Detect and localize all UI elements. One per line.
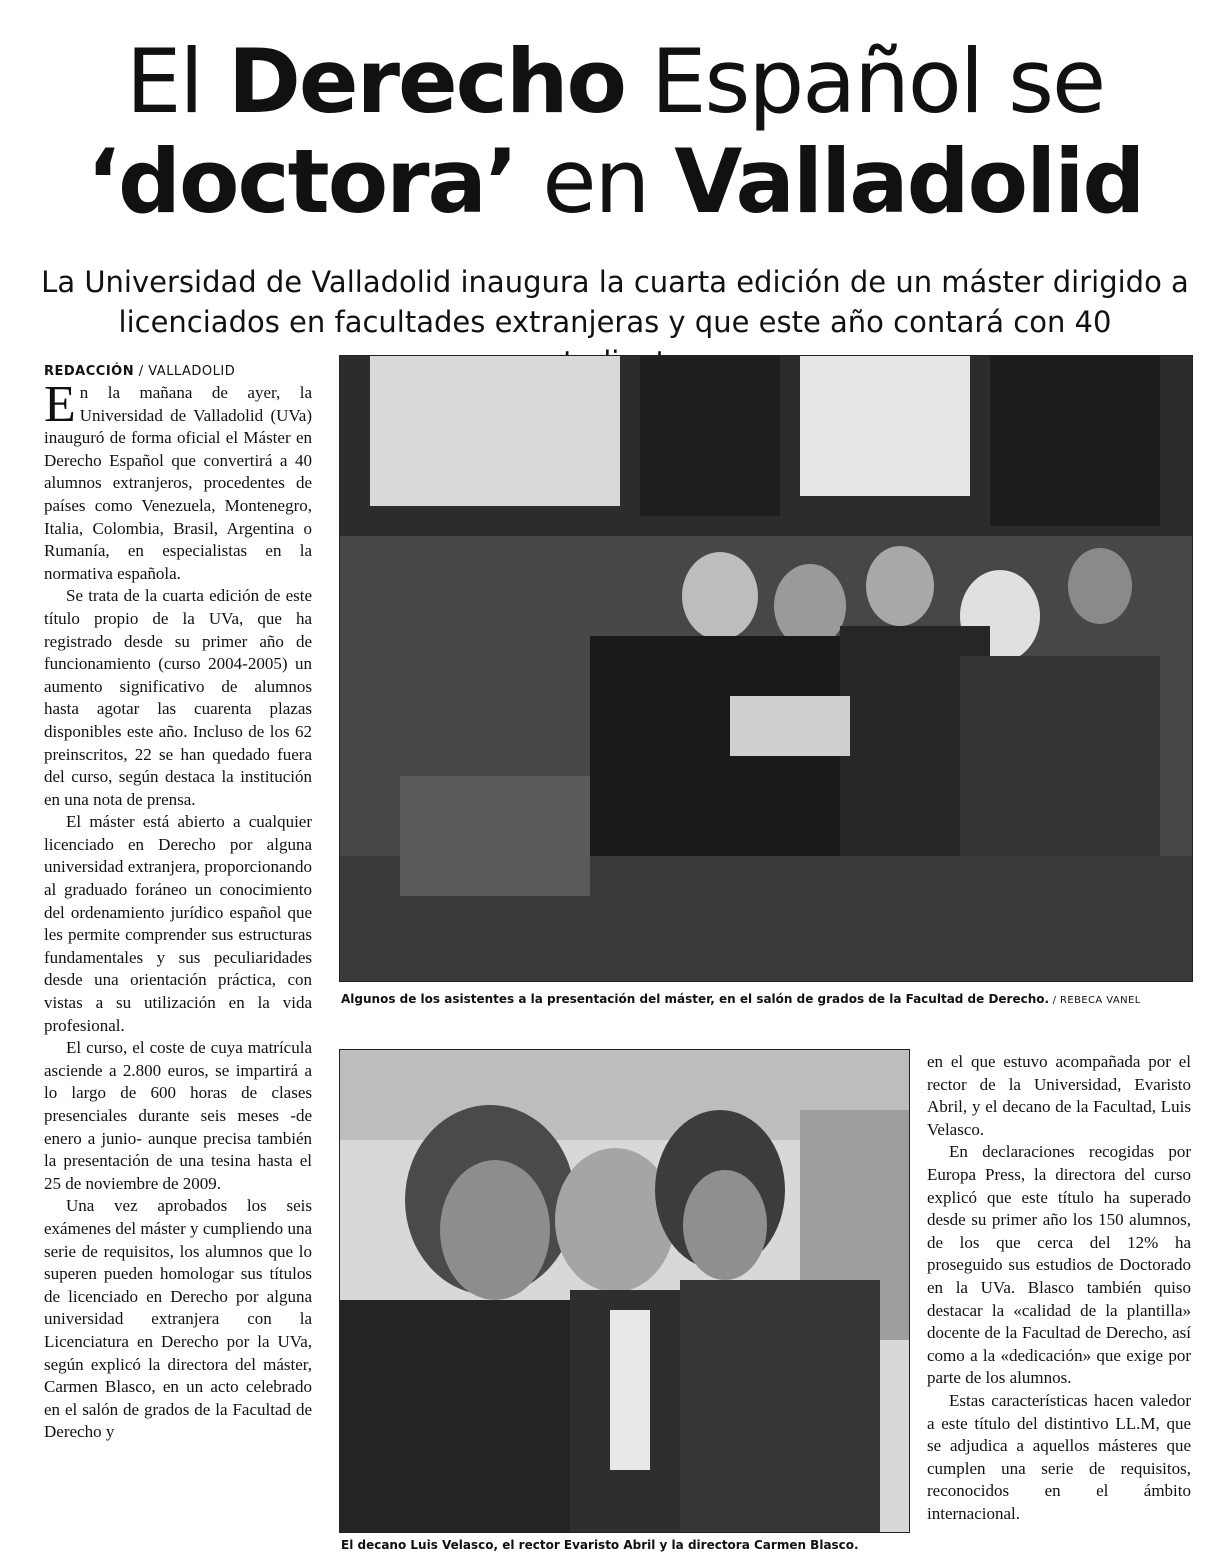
audience-photo — [339, 355, 1193, 982]
officials-photo — [339, 1049, 910, 1533]
article-column-left — [44, 362, 312, 1444]
photo-caption: El decano Luis Velasco, el rector Evaristo Abril y la directora Carmen Blasco. — [341, 1538, 859, 1552]
headline-word: El — [125, 30, 228, 133]
byline-location: / VALLADOLID — [134, 364, 236, 379]
photo-credit: / REBECA VANEL — [1049, 995, 1141, 1006]
article-column-right — [927, 1051, 1191, 1525]
byline-author: REDACCIÓN — [44, 364, 135, 379]
headline-word: en — [516, 130, 675, 233]
headline-word-bold: ‘doctora’ — [86, 130, 517, 233]
caption-text: Algunos de los asistentes a la presentación del máster, en el salón de grados de la Facultad de Derecho. — [341, 992, 1050, 1006]
article-paragraph: Una vez aprobados los seis exámenes del máster y cumpliendo una serie de requisitos, los alumnos que lo superen pueden homologar sus títulos de licenciado en Derecho por alguna universidad extranjera con la Licenciatura en Derecho por la UVa, según explicó la directora del máster, Carmen Blasco, en un acto celebrado en el salón de grados de la Facultad de Derecho y — [44, 1196, 312, 1442]
photo-caption — [341, 991, 1141, 1009]
officials-photo-illustration — [340, 1050, 909, 1532]
article-paragraph: El curso, el coste de cuya matrícula asciende a 2.800 euros, se impartirá a lo largo de 600 horas de clases presenciales durante seis meses -de enero a junio- aunque precisa también la presentación de una tesina hasta el 25 de noviembre de 2009. — [44, 1038, 312, 1193]
article-paragraph: En declaraciones recogidas por Europa Press, la directora del curso explicó que este título ha superado desde su primer año los 150 alumnos, de los que cerca del 12% ha proseguido sus estudios de Doctorado en la UVa. Blasco también quiso destacar la «calidad de la plantilla» docente de la Facultad de Derecho, así como a la «dedicación» que exige por parte de los alumnos. — [927, 1142, 1191, 1388]
audience-photo-illustration — [340, 356, 1192, 981]
article-paragraph — [44, 376, 312, 585]
article-paragraph: Estas características hacen valedor a este título del distintivo LL.M, que se adjudica a aquellos másteres que cumplen una serie de requisitos, reconocidos en el ámbito internacional. — [927, 1390, 1191, 1523]
headline-word: Español se — [624, 30, 1105, 133]
article-paragraph: El máster está abierto a cualquier licenciado en Derecho por alguna universidad extranjera, proporcionando al graduado foráneo un conocimiento del ordenamiento jurídico español que les permite comprender sus estructuras fundamentales y sus peculiaridades desde una orientación práctica, con vistas a su utilización en la vida profesional. — [44, 812, 312, 1035]
headline-line-2 — [0, 132, 1230, 232]
headline — [0, 32, 1230, 232]
drop-cap: E — [44, 376, 76, 433]
subtitle-line-2: licenciados en facultades extranjeras y que este año contará con 40 — [118, 305, 1112, 339]
headline-word-bold: Derecho — [227, 30, 625, 133]
headline-line-1 — [0, 32, 1230, 132]
subtitle-line-1: La Universidad de Valladolid inaugura la cuarta edición de un máster dirigido a — [41, 265, 1189, 299]
paragraph-text: n la mañana de ayer, la Universidad de Valladolid (UVa) inauguró de forma oficial el Máster en Derecho Español que convertirá a 40 alumnos extranjeros, procedentes de países como Venezuela, Montenegro, Italia, Colombia, Brasil, Argentina o Rumanía, en especialistas en la normativa española. — [44, 383, 312, 583]
byline — [44, 362, 312, 382]
headline-word-bold: Valladolid — [674, 130, 1144, 233]
article-paragraph: Se trata de la cuarta edición de este título propio de la UVa, que ha registrado desde su primer año de funcionamiento (curso 2004-2005) un aumento significativo de alumnos hasta agotar las cuarenta plazas disponibles este año. Incluso de los 62 preinscritos, 22 se han quedado fuera del curso, según destaca la institución en una nota de prensa. — [44, 586, 312, 809]
article-paragraph: en el que estuvo acompañada por el rector de la Universidad, Evaristo Abril, y el decano de la Facultad, Luis Velasco. — [927, 1052, 1191, 1139]
